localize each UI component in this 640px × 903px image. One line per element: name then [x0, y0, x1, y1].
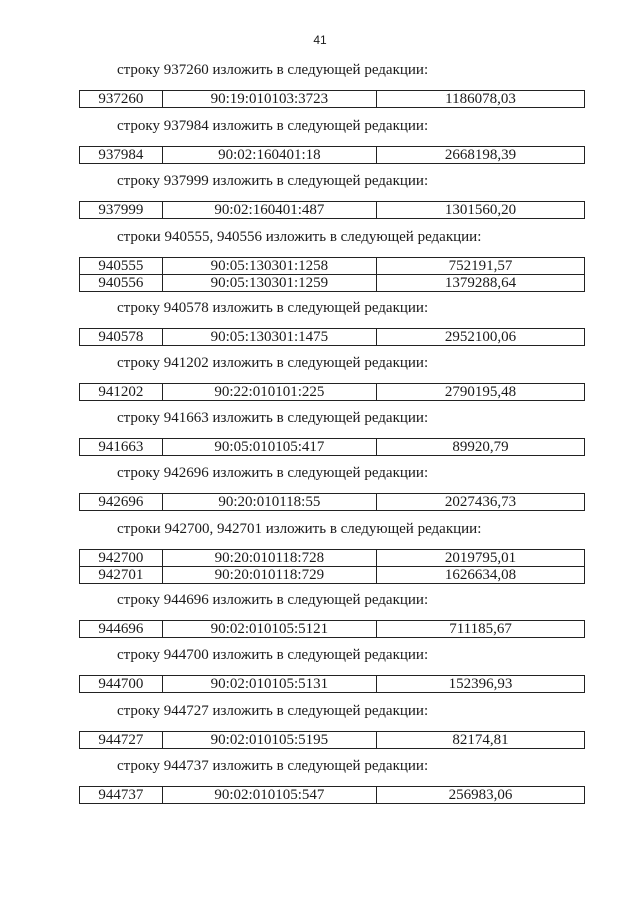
row-number-cell: 941202 — [80, 384, 163, 401]
cadastral-number-cell: 90:05:130301:1258 — [162, 258, 376, 275]
value-cell: 2668198,39 — [376, 147, 584, 164]
instruction-text: строки 940555, 940556 изложить в следующей редакции: — [117, 229, 482, 245]
value-cell: 711185,67 — [377, 621, 585, 638]
record-table — [79, 786, 585, 804]
instruction-text: строку 944737 изложить в следующей редакции: — [117, 758, 429, 774]
record-table — [79, 146, 585, 164]
table-row — [80, 147, 585, 164]
instruction-text: строку 944727 изложить в следующей редакции: — [117, 703, 429, 719]
record-table — [79, 731, 585, 749]
row-number-cell: 937999 — [80, 202, 163, 219]
cadastral-number-cell: 90:02:010105:547 — [162, 787, 376, 804]
row-number-cell: 940556 — [80, 275, 163, 292]
value-cell: 2952100,06 — [377, 329, 585, 346]
row-number-cell: 944700 — [80, 676, 163, 693]
table-row — [80, 550, 585, 567]
row-number-cell: 944727 — [80, 732, 163, 749]
value-cell: 752191,57 — [377, 258, 585, 275]
cadastral-number-cell: 90:02:010105:5121 — [162, 621, 376, 638]
cadastral-number-cell: 90:02:010105:5131 — [162, 676, 376, 693]
row-number-cell: 940578 — [80, 329, 163, 346]
table-row — [80, 275, 585, 292]
value-cell: 89920,79 — [377, 439, 585, 456]
record-table — [79, 90, 585, 108]
value-cell: 1626634,08 — [377, 567, 585, 584]
instruction-text: строку 941202 изложить в следующей редакции: — [117, 355, 429, 371]
table-row — [80, 494, 585, 511]
table-row — [80, 439, 585, 456]
value-cell: 1186078,03 — [377, 91, 585, 108]
instruction-text: строку 944700 изложить в следующей редакции: — [117, 647, 429, 663]
cadastral-number-cell: 90:19:010103:3723 — [162, 91, 376, 108]
table-row — [80, 202, 585, 219]
record-table — [79, 383, 585, 401]
cadastral-number-cell: 90:02:160401:487 — [162, 202, 376, 219]
cadastral-number-cell: 90:20:010118:728 — [162, 550, 376, 567]
cadastral-number-cell: 90:22:010101:225 — [162, 384, 376, 401]
cadastral-number-cell: 90:20:010118:729 — [162, 567, 376, 584]
page-number: 41 — [313, 33, 327, 47]
record-table — [79, 257, 585, 292]
row-number-cell: 940555 — [80, 258, 163, 275]
table-row — [80, 621, 585, 638]
row-number-cell: 937260 — [80, 91, 163, 108]
row-number-cell: 942701 — [80, 567, 163, 584]
record-table — [79, 675, 585, 693]
cadastral-number-cell: 90:20:010118:55 — [162, 494, 376, 511]
value-cell: 82174,81 — [377, 732, 585, 749]
table-row — [80, 258, 585, 275]
table-row — [80, 384, 585, 401]
cadastral-number-cell: 90:05:010105:417 — [162, 439, 376, 456]
table-row — [80, 732, 585, 749]
instruction-text: строку 942696 изложить в следующей редакции: — [117, 465, 429, 481]
row-number-cell: 944737 — [80, 787, 163, 804]
instruction-text: строку 937984 изложить в следующей редакции: — [117, 118, 429, 134]
table-row — [80, 676, 585, 693]
cadastral-number-cell: 90:02:010105:5195 — [162, 732, 376, 749]
instruction-text: строку 937999 изложить в следующей редакции: — [117, 173, 429, 189]
instruction-text: строку 941663 изложить в следующей редакции: — [117, 410, 429, 426]
row-number-cell: 942696 — [80, 494, 163, 511]
table-row — [80, 91, 585, 108]
instruction-text: строку 940578 изложить в следующей редакции: — [117, 300, 429, 316]
record-table — [79, 328, 585, 346]
value-cell: 152396,93 — [377, 676, 585, 693]
record-table — [79, 620, 585, 638]
value-cell: 2019795,01 — [377, 550, 585, 567]
instruction-text: строки 942700, 942701 изложить в следующей редакции: — [117, 521, 482, 537]
value-cell: 1379288,64 — [377, 275, 585, 292]
instruction-text: строку 944696 изложить в следующей редакции: — [117, 592, 429, 608]
instruction-text: строку 937260 изложить в следующей редакции: — [117, 62, 429, 78]
record-table — [79, 201, 585, 219]
table-row — [80, 329, 585, 346]
row-number-cell: 937984 — [80, 147, 163, 164]
row-number-cell: 944696 — [80, 621, 163, 638]
table-row — [80, 787, 585, 804]
record-table — [79, 549, 585, 584]
cadastral-number-cell: 90:05:130301:1475 — [162, 329, 376, 346]
value-cell: 256983,06 — [377, 787, 585, 804]
value-cell: 2027436,73 — [376, 494, 584, 511]
table-row — [80, 567, 585, 584]
row-number-cell: 941663 — [80, 439, 163, 456]
cadastral-number-cell: 90:02:160401:18 — [162, 147, 376, 164]
record-table — [79, 493, 585, 511]
value-cell: 2790195,48 — [377, 384, 585, 401]
row-number-cell: 942700 — [80, 550, 163, 567]
cadastral-number-cell: 90:05:130301:1259 — [162, 275, 376, 292]
record-table — [79, 438, 585, 456]
value-cell: 1301560,20 — [377, 202, 585, 219]
